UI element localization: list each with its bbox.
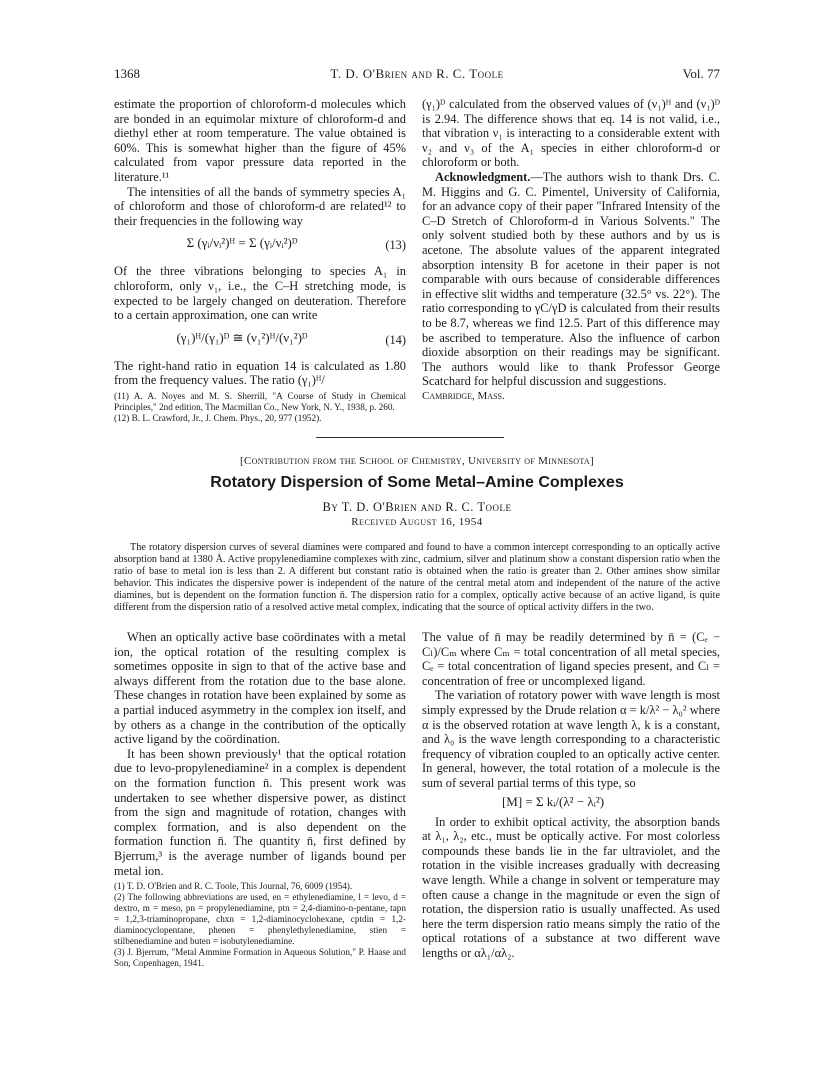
article-left-column bbox=[114, 630, 406, 969]
byline: By T. D. O'Brien and R. C. Toole bbox=[322, 500, 512, 514]
paragraph: The intensities of all the bands of symmetry species A₁ of chloroform and those of chloroform-d are related¹² to their frequencies in the following way bbox=[114, 184, 406, 228]
paragraph: The variation of rotatory power with wave length is most simply expressed by the Drude relation α = k/λ² − λ₀² where α is the observed rotation at wave length λ, k is a constant, and λ₀ is the wave length corresponding to a characteristic frequency of vibration coupled to an optically active center. In general, however, the total rotation of a molecule is the sum of several partial terms of this type, so bbox=[422, 688, 720, 790]
prev-article-right-column bbox=[422, 97, 720, 403]
footnotes bbox=[114, 881, 406, 969]
footnote: (3) J. Bjerrum, "Metal Ammine Formation in Aqueous Solution," P. Haase and Son, Copenhagen, 1941. bbox=[114, 947, 406, 969]
signature: Cambridge, Mass. bbox=[422, 389, 505, 402]
paragraph: (γ₁)ᴰ calculated from the observed values of (ν₁)ᴴ and (ν₁)ᴰ is 2.94. The difference shows that eq. 14 is not valid, i.e., that vibration ν₁ is interacting to a considerable extent with ν₂ and ν₃ of the A₁ species in either chloroform-d or chloroform or both. bbox=[422, 97, 720, 170]
paragraph: The right-hand ratio in equation 14 is calculated as 1.80 from the frequency values. The ratio (γ₁)ᴴ/ bbox=[114, 358, 406, 388]
running-title: T. D. O'Brien and R. C. Toole bbox=[330, 66, 504, 81]
volume-label: Vol. 77 bbox=[682, 66, 720, 81]
ack-text: —The authors wish to thank Drs. C. M. Higgins and G. C. Pimentel, University of California, for an advance copy of their paper "Infrared Intensity of the C–D Stretch of Chloroform-d in Various Solvents." The only solvent studied both by these authors and by us is acetone. The absolute values of the apparent integrated absorption intensity B for acetone in their paper is not comparable with ours because of considerable differences in effective slit widths and temperature (32.5° vs. 22°). The ratio corresponding to γC/γD is calculated from their results to be 8.7, whereas we find 12.5. Part of this difference may be ascribed to temperature. Also the influence of carbon dioxide absorption on their readings may be significant. The authors would like to thank Professor George Scatchard for helpful discussion and suggestions. bbox=[422, 169, 720, 389]
paragraph: It has been shown previously¹ that the optical rotation due to levo-propylenediamine² in a complex is dependent on the formation function n̄. This present work was undertaken to see whether dispersive power, as distinct from the sign and magnitude of rotation, changes with complex formation, and is also dependent on the formation function n̄. The quantity n̄, first defined by Bjerrum,³ is the average number of ligands bound per metal ion. bbox=[114, 746, 406, 878]
footnotes bbox=[114, 391, 406, 424]
footnote: (2) The following abbreviations are used, en = ethylenediamine, l = levo, d = dextro, m = meso, pn = propylenediamine, ptn = 2,4-diamino-n-pentane, tapn = 1,2,3-triaminopropane, chxn = 1,2-diaminocyclohexane, cptdin = 1,2-diaminocyclopentane, phenen = phenylethylenediamine, stien = stilbenediamine and buten = isobutylenediamine. bbox=[114, 892, 406, 947]
paragraph: The value of n̄ may be readily determined by n̄ = (Cₑ − Cₗ)/Cₘ where Cₘ = total concentration of all metal species, Cₑ = total concentration of ligand species present, and Cₗ = concentration of free or uncomplexed ligand. bbox=[422, 630, 720, 688]
equation-body: Σ (γᵢ/νᵢ²)ᴴ = Σ (γᵢ/νᵢ²)ᴰ bbox=[186, 235, 298, 251]
equation-13 bbox=[114, 230, 406, 262]
equation-number: (13) bbox=[385, 238, 406, 253]
paragraph: Of the three vibrations belonging to species A₁ in chloroform, only ν₁, i.e., the C–H stretching mode, is expected to be largely changed on deuteration. Therefore to a certain approximation, one can write bbox=[114, 264, 406, 323]
drude-equation bbox=[422, 793, 720, 813]
ack-heading: Acknowledgment. bbox=[435, 169, 531, 184]
equation-body: [M] = Σ kᵢ/(λ² − λᵢ²) bbox=[501, 793, 605, 809]
section-divider bbox=[316, 437, 504, 438]
equation-14 bbox=[114, 325, 406, 357]
footnote: (12) B. L. Crawford, Jr., J. Chem. Phys., 20, 977 (1952). bbox=[114, 412, 322, 423]
paragraph: estimate the proportion of chloroform-d molecules which are bonded in an equimolar mixture of chloroform-d and diethyl ether at room temperature. The value obtained is 60%. This is somewhat higher than the figure of 45% calculated from vapor pressure data reported in the literature.¹¹ bbox=[114, 97, 406, 184]
paragraph: In order to exhibit optical activity, the absorption bands at λ₁, λ₂, etc., must be optically active. For most colorless compounds these bands lie in the far ultraviolet, and the rotation in the visible increases gradually with decreasing wave length. While a change in solvent or temperature may often cause a change in the magnitude or even the sign of rotation, the dispersion ratio is usually unaffected. As used here the term dispersion ratio means simply the ratio of the optical rotations of a substance at two different wave lengths or αλ₁/αλ₂. bbox=[422, 814, 720, 960]
received-date: Received August 16, 1954 bbox=[351, 516, 483, 528]
abstract: The rotatory dispersion curves of several diamines were compared and found to have a common intercept corresponding to an optically active absorption band at 1380 Å. Active propylenediamine complexes with zinc, cadmium, silver and platinum show a constant dispersion ratio when the ratio of base to metal ion is less than 2. A different but constant ratio is obtained when the ratio is greater than 2. Other amines show similar behavior. This indicates the dispersive power is independent of the nature of the central metal atom and independent of the nature of the active diamines, but is dependent on the formation function n̄. The dispersion ratio for a complex, optically active because of an active ligand, is quite different from the dispersion ratio of a resolved active metal complex, indicating that the source of optical activity differs in the two. bbox=[114, 542, 720, 613]
footnote: (11) A. A. Noyes and M. S. Sherrill, "A Course of Study in Chemical Principles," 2nd edition, The Macmillan Co., New York, N. Y., 1938, p. 260. bbox=[114, 390, 406, 412]
article-right-column bbox=[422, 630, 720, 960]
footnote: (1) T. D. O'Brien and R. C. Toole, This Journal, 76, 6009 (1954). bbox=[114, 881, 353, 892]
equation-number: (14) bbox=[385, 332, 406, 347]
paragraph: When an optically active base coördinates with a metal ion, the optical rotation of the resulting complex is sometimes opposite in sign to that of the active base and always different from the rotation due to the base alone. These changes in rotation have been explained by some as a partial induced asymmetry in the complex ion itself, and by others as a change in the contribution of the optically active ligand by the coördination. bbox=[114, 630, 406, 747]
article-title: Rotatory Dispersion of Some Metal–Amine Complexes bbox=[210, 474, 624, 491]
prev-article-left-column bbox=[114, 97, 406, 424]
acknowledgment bbox=[422, 170, 720, 389]
equation-body: (γ₁)ᴴ/(γ₁)ᴰ ≅ (ν₁²)ᴴ/(ν₁²)ᴰ bbox=[176, 329, 308, 345]
contribution-line: [Contribution from the School of Chemistry, University of Minnesota] bbox=[240, 455, 594, 467]
page-number: 1368 bbox=[114, 66, 140, 81]
running-head bbox=[114, 66, 720, 84]
